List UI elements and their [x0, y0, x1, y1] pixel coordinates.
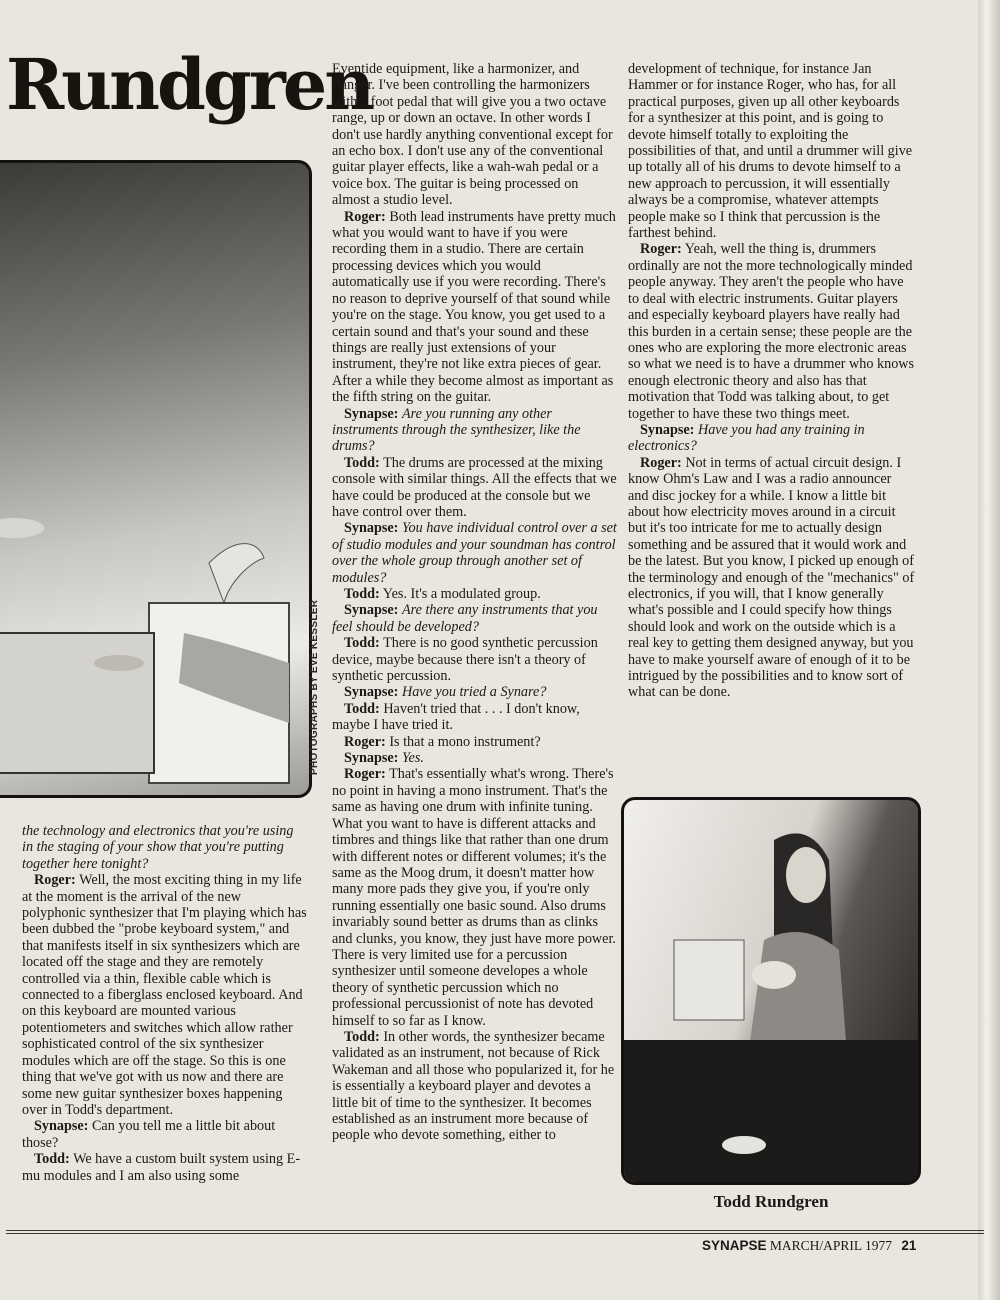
page-footer — [702, 1238, 916, 1254]
paragraph — [332, 602, 617, 635]
page-binding-edge — [978, 0, 1000, 1300]
magazine-name: SYNAPSE — [702, 1238, 767, 1253]
answer-text: The drums are processed at the mixing console with similar things. All the effects that we have could be produced at the console but we have control over them. — [332, 454, 617, 520]
paragraph — [628, 61, 915, 241]
photo-caption: Todd Rundgren — [713, 1192, 829, 1211]
speaker-label: Todd: — [344, 1028, 380, 1045]
speaker-label: Todd: — [34, 1151, 70, 1168]
question-text: Are you running any other instruments through the synthesizer, like the drums? — [332, 405, 581, 455]
paragraph — [332, 684, 617, 700]
paragraph — [332, 520, 617, 586]
speaker-label: Todd: — [344, 454, 380, 471]
article-title: Rundgren — [6, 43, 373, 126]
paragraph — [22, 1151, 307, 1184]
speaker-label: Todd: — [344, 635, 380, 652]
photo-todd-rundgren-illustration — [624, 800, 918, 1182]
paragraph — [332, 701, 617, 734]
answer-text: Well, the most exciting thing in my life at the moment is the arrival of the new polyphonic synthesizer that I'm playing which has been dubbed the "probe keyboard system," and that manifests itself in six synthesizers which are located off the stage and they are remotely controlled via a thin, flexible cable which is connected to a fiberglass enclosed keyboard. And on this keyboard are mounted various potentiometers and switches which allow rather sophisticated control of the six synthesizer modules which are off the stage. So this is one thing that we've got with us now and there are some new guitar synthesizer boxes happening over in Todd's department. — [22, 872, 307, 1118]
speaker-label: Synapse: — [344, 405, 399, 422]
question-text: Yes. — [401, 750, 424, 767]
paragraph — [332, 635, 617, 684]
speaker-label: Synapse: — [344, 750, 399, 767]
question-text: Are there any instruments that you feel should be developed? — [332, 602, 598, 635]
question-text: You have individual control over a set of studio modules and your soundman has control over the whole group through another set of modules? — [332, 520, 617, 586]
article-column-1 — [22, 823, 307, 1184]
paragraph — [628, 241, 915, 421]
answer-text: That's essentially what's wrong. There's no point in having a mono instrument. That's the same as having one drum with infinite tuning. What you want to have is different attacks and timbres and things like that rather than one drum with different notes or different volumes; it's the same as the Moog drum, it doesn't matter how many more pads they give you, if you're only running essentially one basic sound. Also drums invariably sound better as drums than as clinks and clunks, you know, they just have more power. There is very limited use for a percussion synthesizer until someone developes a whole theory of synthetic percussion which no professional percussionist of note has devoted himself to so far as I know. — [332, 766, 616, 1029]
paragraph — [22, 1118, 307, 1151]
photo-studio-keyboard — [0, 160, 312, 798]
question-text: Have you tried a Synare? — [401, 684, 547, 701]
speaker-label: Synapse: — [344, 602, 399, 619]
answer-text: In other words, the synthesizer became validated as an instrument, not because of Rick Wakeman and all those who popularized it, for he is essentially a keyboard player and devotes a little bit of time to the synthesizer. It becomes established as an instrument more because of people who devote something, either to — [332, 1028, 615, 1144]
answer-text: Eventide equipment, like a harmonizer, and flanger. I've been controlling the harmonizers with a foot pedal that will give you a two octave range, up or down an octave. In other words I don't use hardly anything conventional except for an echo box. I don't use any of the conventional guitar player effects, like a wah-wah pedal or a voice box. The guitar is being processed on almost a studio level. — [332, 61, 613, 209]
answer-text: Is that a mono instrument? — [389, 733, 541, 750]
speaker-label: Roger: — [640, 454, 682, 471]
answer-text: Can you tell me a little bit about those? — [22, 1118, 276, 1151]
speaker-label: Roger: — [344, 733, 386, 750]
answer-text: Yes. It's a modulated group. — [382, 586, 541, 602]
speaker-label: Synapse: — [344, 520, 399, 537]
paragraph — [332, 734, 617, 750]
answer-text: There is no good synthetic percussion device, maybe because there isn't a theory of synthetic percussion. — [332, 635, 598, 685]
paragraph — [332, 61, 617, 209]
question-text: the technology and electronics that you're using in the staging of your show that you're putting together here tonight? — [22, 823, 294, 872]
issue-date: MARCH/APRIL 1977 — [769, 1238, 893, 1253]
paragraph — [332, 586, 617, 602]
speaker-label: Roger: — [640, 241, 682, 258]
speaker-label: Synapse: — [344, 684, 399, 701]
paragraph — [628, 455, 915, 701]
article-column-2 — [332, 61, 617, 1144]
footer-rule — [6, 1230, 984, 1234]
speaker-label: Roger: — [34, 872, 76, 889]
paragraph — [332, 406, 617, 455]
paragraph — [332, 766, 617, 1029]
speaker-label: Roger: — [344, 766, 386, 783]
answer-text: development of technique, for instance Jan Hammer or for instance Roger, who has, for all practical purposes, given up all other keyboards for a synthesizer at this point, and is going to devote himself totally to exploiting the possibilities of that, and until a drummer will give up totally all of his drums to devote himself to a new approach to percussion, it will essentially always be a compromise, whatever attempts people make so I think that percussion is the farthest behind. — [628, 61, 913, 242]
paragraph — [628, 422, 915, 455]
article-column-3 — [628, 61, 915, 701]
answer-text: Haven't tried that . . . I don't know, maybe I have tried it. — [332, 700, 580, 734]
answer-text: Yeah, well the thing is, drummers ordinally are not the more technologically minded people anyway. They aren't the people who have to deal with electric instruments. Guitar players and especially keyboard players have really had this burden in a certain sense; these people are the ones who are exploring the more electronic areas so what we need is to have a drummer who knows enough electronic theory and also has that motivation that Todd was talking about, to get together to have these two things meet. — [628, 241, 915, 422]
answer-text: Both lead instruments have pretty much what you would want to have if you were recording them in a studio. There are certain processing devices which you would automatically use if you were recording. There's no reason to deprive yourself of that sound while you're on the stage. You know, you get used to a certain sound and that's your sound and these things are really just extensions of your instrument, they're not like extra pieces of gear. After a while they become almost as important as the fifth string on the guitar. — [332, 208, 616, 406]
page-number: 21 — [901, 1238, 917, 1253]
photo-studio-keyboard-illustration — [0, 163, 309, 795]
photo-todd-rundgren — [621, 797, 921, 1185]
speaker-label: Todd: — [344, 586, 380, 602]
answer-text: Not in terms of actual circuit design. I know Ohm's Law and I was a radio announcer and disc jockey for a while. I know a little bit about how electricity moves around in a circuit but it's too intricate for me to actually design something and be assured that it would work and be the latest. But you know, I picked up enough of the terminology and enough of the "mechanics" of electronics, if you will, that I know generally what's possible and I could specify how things should look and work on the outside which is a real key to getting them designed anyway, but you have to make yourself aware of enough of it to be intrigued by the possibilities and to know sort of what can be done. — [628, 454, 915, 701]
speaker-label: Synapse: — [640, 421, 695, 438]
speaker-label: Todd: — [344, 700, 380, 717]
paragraph — [22, 823, 307, 872]
paragraph — [332, 1029, 617, 1144]
speaker-label: Synapse: — [34, 1118, 89, 1135]
photo-credit: PHOTOGRAPHS BY EVE KESSLER — [309, 599, 320, 775]
speaker-label: Roger: — [344, 208, 386, 225]
paragraph — [332, 750, 617, 766]
paragraph — [332, 209, 617, 406]
answer-text: We have a custom built system using E-mu modules and I am also using some — [22, 1151, 301, 1184]
question-text: Have you had any training in electronics? — [628, 421, 865, 455]
paragraph — [332, 455, 617, 521]
paragraph — [22, 872, 307, 1118]
